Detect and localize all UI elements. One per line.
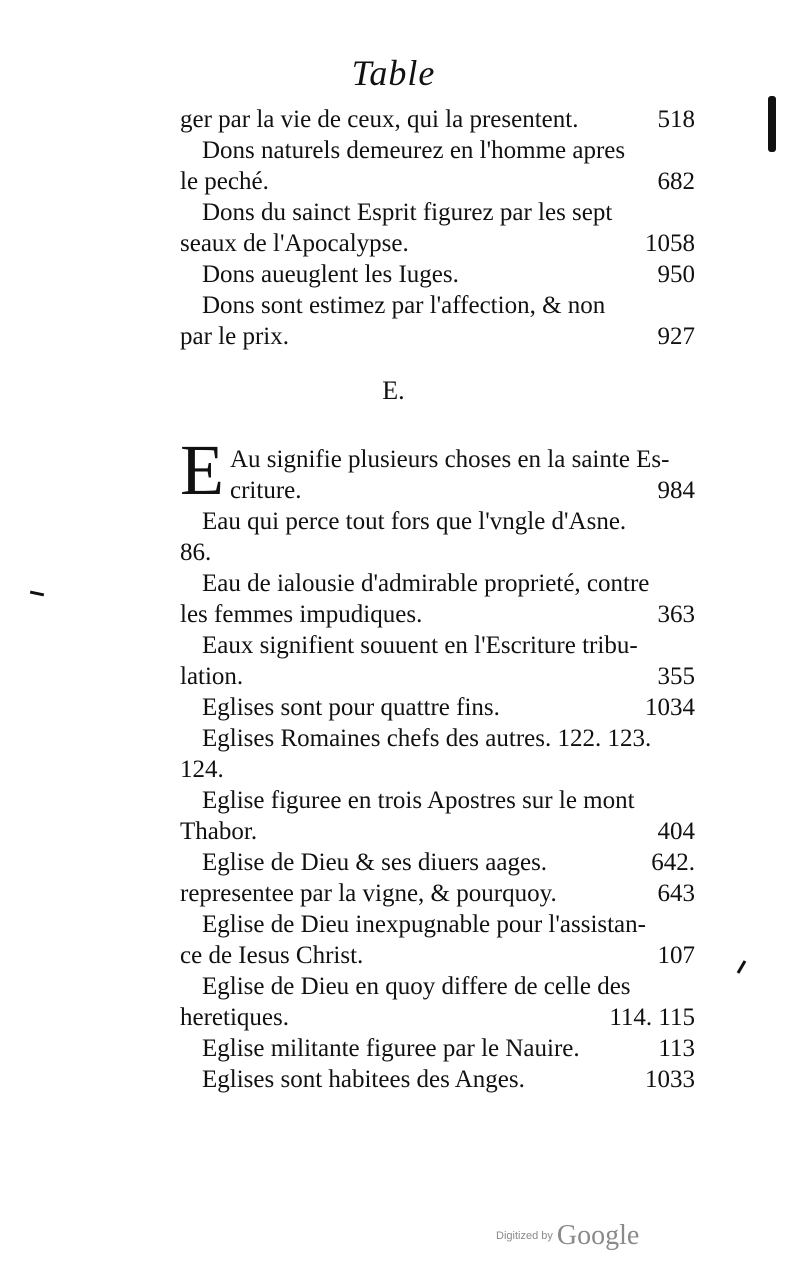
index-line: [180, 135, 695, 167]
index-line: [180, 816, 695, 848]
page-reference: 1058: [645, 230, 695, 257]
entry-text: Thabor.: [180, 818, 258, 845]
entry-text: Dons aueuglent les Iuges.: [202, 261, 459, 288]
index-line: [180, 1002, 695, 1034]
index-line: [180, 661, 695, 693]
entry-text: Eau qui perce tout fors que l'vngle d'Asne.: [202, 508, 627, 535]
index-line: [180, 971, 695, 1003]
index-line: [180, 630, 695, 662]
index-line: [180, 321, 695, 353]
section-heading: E.: [382, 376, 405, 405]
ink-mark: [768, 96, 776, 152]
running-title: Table: [351, 53, 436, 93]
ink-mark: [30, 591, 44, 597]
page-reference: 355: [657, 663, 695, 690]
index-line: [180, 506, 695, 538]
entry-text: 86.: [180, 539, 212, 566]
index-line: [180, 197, 695, 229]
index-line: [180, 444, 695, 476]
index-line: [180, 228, 695, 260]
index-line: [180, 723, 695, 755]
entry-text: criture.: [230, 477, 302, 504]
entry-text: ce de Iesus Christ.: [180, 942, 364, 969]
page-reference: 363: [657, 601, 695, 628]
entry-text: Au signifie plusieurs choses en la sainte Es-: [230, 446, 670, 473]
entry-text: Eglise de Dieu en quoy differe de celle des: [202, 973, 631, 1000]
drop-cap-letter: E: [180, 430, 224, 510]
digitized-by-label: Digitized by: [496, 1230, 553, 1242]
page-reference: 114. 115: [609, 1004, 695, 1031]
entry-text: Dons sont estimez par l'affection, & non: [202, 292, 606, 319]
index-line: [180, 259, 695, 291]
entry-text: seaux de l'Apocalypse.: [180, 230, 409, 257]
page-reference: 927: [657, 323, 695, 350]
entry-text: ger par la vie de ceux, qui la presentent.: [180, 106, 579, 133]
page-reference: 642.: [651, 849, 695, 876]
index-line: [180, 692, 695, 724]
entry-text: Dons du sainct Esprit figurez par les sept: [202, 199, 613, 226]
entry-text: par le prix.: [180, 323, 289, 350]
entry-text: Eaux signifient souuent en l'Escriture tribu-: [202, 632, 638, 659]
entry-text: Eglises Romaines chefs des autres. 122. 123.: [202, 725, 652, 752]
entry-text: Eglises sont pour quattre fins.: [202, 694, 500, 721]
entry-text: Eglise de Dieu inexpugnable pour l'assistan-: [202, 911, 646, 938]
entry-text: Eglise de Dieu & ses diuers aages.: [202, 849, 548, 876]
index-line: [180, 537, 695, 569]
index-line: [180, 599, 695, 631]
index-line: [180, 909, 695, 941]
entry-text: Eglise figuree en trois Apostres sur le mont: [202, 787, 635, 814]
entry-text: les femmes impudiques.: [180, 601, 423, 628]
page-reference: 984: [657, 477, 695, 504]
index-line: [180, 847, 695, 879]
index-line: [180, 754, 695, 786]
page-reference: 107: [657, 942, 695, 969]
entry-text: lation.: [180, 663, 244, 690]
index-line: [180, 1064, 695, 1096]
google-logo-text: Google: [556, 1220, 640, 1251]
entry-text: heretiques.: [180, 1004, 289, 1031]
page-reference: 404: [657, 818, 695, 845]
page-reference: 1034: [645, 694, 695, 721]
entry-text: Eau de ialousie d'admirable proprieté, contre: [202, 570, 650, 597]
index-line: [180, 568, 695, 600]
entry-text: Eglises sont habitees des Anges.: [202, 1066, 525, 1093]
index-line: [180, 166, 695, 198]
page-reference: 1033: [645, 1066, 695, 1093]
page-reference: 518: [657, 106, 695, 133]
google-watermark: [496, 1220, 639, 1252]
entry-text: le peché.: [180, 168, 269, 195]
index-line: [180, 1033, 695, 1065]
index-line: [180, 878, 695, 910]
entry-text: representee par la vigne, & pourquoy.: [180, 880, 557, 907]
index-line: [180, 290, 695, 322]
page-reference: 113: [658, 1035, 695, 1062]
page-reference: 643: [657, 880, 695, 907]
entry-text: Eglise militante figuree par le Nauire.: [202, 1035, 580, 1062]
page-reference: 682: [657, 168, 695, 195]
index-line: [180, 940, 695, 972]
index-line: [180, 104, 695, 136]
page-reference: 950: [657, 261, 695, 288]
entry-text: 124.: [180, 756, 224, 783]
index-line: [180, 785, 695, 817]
entry-text: Dons naturels demeurez en l'homme apres: [202, 137, 626, 164]
ink-mark: [737, 960, 747, 974]
index-line: [180, 475, 695, 507]
